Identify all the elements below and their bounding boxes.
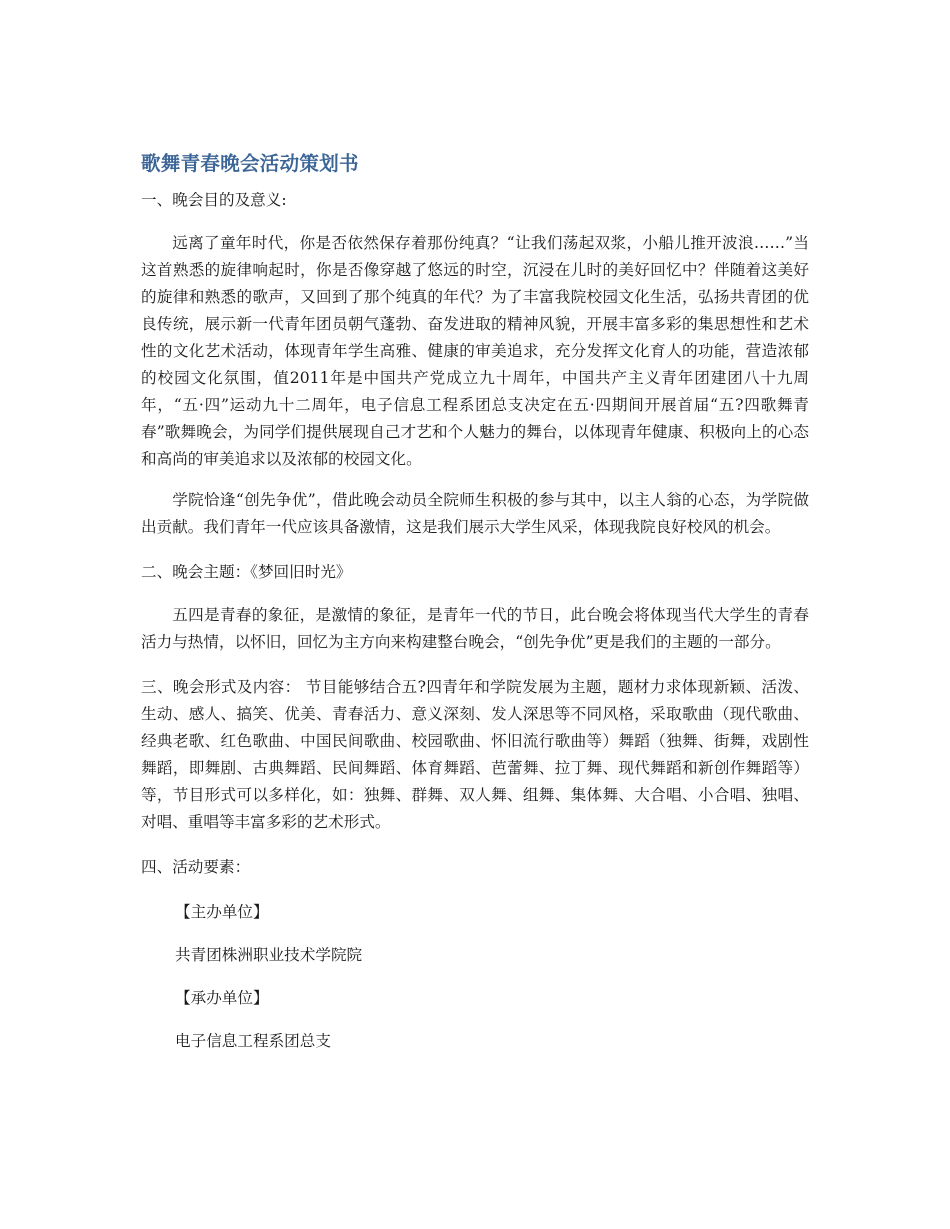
host-value: 电子信息工程系团总支	[175, 1032, 331, 1050]
document-page	[141, 148, 809, 1071]
section4-heading: 四、活动要素：	[141, 858, 251, 876]
section1-paragraph-1: 远离了童年时代，你是否依然保存着那份纯真？“让我们荡起双浆，小船儿推开波浪……”当这首熟悉的旋律响起时，你是否像穿越了悠远的时空，沉浸在儿时的美好回忆中？伴随着这美好的旋律和熟悉的歌声，又回到了那个纯真的年代？为了丰富我院校园文化生活，弘扬共青团的优良传统，展示新一代青年团员朝气蓬勃、奋发进取的精神风貌，开展丰富多彩的集思想性和艺术性的文化艺术活动，体现青年学生高雅、健康的审美追求，充分发挥文化育人的功能，营造浓郁的校园文化氛围，值2011年是中国共产党成立九十周年，中国共产主义青年团建团八十九周年，“五·四”运动九十二周年，电子信息工程系团总支决定在五·四期间开展首届“五?四歌舞青春”歌舞晚会，为同学们提供展现自己才艺和个人魅力的舞台，以体现青年健康、积极向上的心态和高尚的审美追求以及浓郁的校园文化。	[141, 234, 809, 468]
section2-paragraph: 五四是青春的象征，是激情的象征，是青年一代的节日，此台晚会将体现当代大学生的青春活力与热情，以怀旧，回忆为主方向来构建整台晚会，“创先争优”更是我们的主题的一部分。	[141, 606, 809, 651]
section2-heading: 二、晚会主题：《梦回旧时光》	[141, 563, 352, 581]
organizer-label: 【主办单位】	[175, 903, 269, 921]
section1-paragraph-2: 学院恰逢“创先争优”，借此晚会动员全院师生积极的参与其中，以主人翁的心态，为学院做出贡献。我们青年一代应该具备激情，这是我们展示大学生风采，体现我院良好校风的机会。	[141, 491, 809, 536]
organizer-value: 共青团株洲职业技术学院院	[175, 946, 363, 964]
host-label: 【承办单位】	[175, 989, 269, 1007]
section1-heading: 一、晚会目的及意义:	[141, 191, 287, 209]
section3-paragraph: 三、晚会形式及内容： 节目能够结合五?四青年和学院发展为主题，题材力求体现新颖、活泼、生动、感人、搞笑、优美、青春活力、意义深刻、发人深思等不同风格，采取歌曲（现代歌曲、经典老歌、红色歌曲、中国民间歌曲、校园歌曲、怀旧流行歌曲等）舞蹈（独舞、街舞，戏剧性舞蹈，即舞剧、古典舞蹈、民间舞蹈、体育舞蹈、芭蕾舞、拉丁舞、现代舞蹈和新创作舞蹈等）等，节目形式可以多样化，如：独舞、群舞、双人舞、组舞、集体舞、大合唱、小合唱、独唱、对唱、重唱等丰富多彩的艺术形式。	[141, 678, 809, 831]
document-title: 歌舞青春晚会活动策划书	[141, 152, 359, 175]
